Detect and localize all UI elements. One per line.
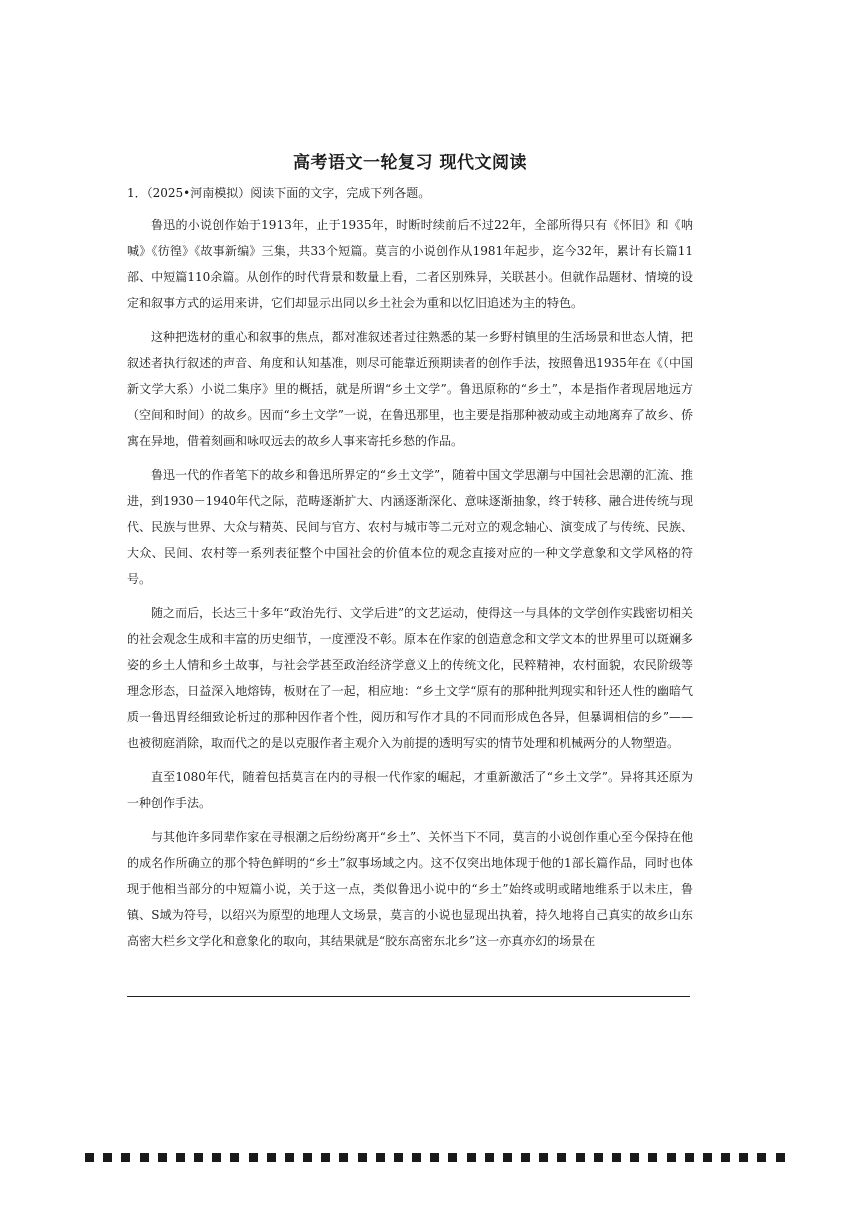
border-dot: [285, 1153, 294, 1162]
border-dot: [757, 1153, 766, 1162]
article-body: [127, 212, 693, 962]
border-dot: [539, 1153, 548, 1162]
border-dot: [612, 1153, 621, 1162]
border-dot: [321, 1153, 330, 1162]
border-dot: [140, 1153, 149, 1162]
border-dot: [212, 1153, 221, 1162]
border-dot: [557, 1153, 566, 1162]
border-dot: [121, 1153, 130, 1162]
border-dot: [721, 1153, 730, 1162]
border-dot: [339, 1153, 348, 1162]
border-dot: [158, 1153, 167, 1162]
document-title: 高考语文一轮复习 现代文阅读: [293, 153, 527, 173]
decorative-dot-border: [85, 1152, 785, 1162]
border-dot: [648, 1153, 657, 1162]
border-dot: [703, 1153, 712, 1162]
paragraph-2: 这种把选材的重心和叙事的焦点，都对准叙述者过往熟悉的某一乡野村镇里的生活场景和世态人情，把叙述者执行叙述的声音、角度和认知基准，则尽可能靠近预期读者的创作手法，按照鲁迅1935年在《（中国新文学大系）小说二集序》里的概括，就是所谓“乡土文学”。鲁迅原称的“乡土”，本是指作者现居地远方（空间和时间）的故乡。因而“乡土文学”一说，在鲁迅那里，也主要是指那种被动或主动地离弃了故乡、侨寓在异地，借着刻画和咏叹远去的故乡人事来寄托乡愁的作品。: [127, 330, 693, 448]
paragraph-6: 与其他许多同辈作家在寻根潮之后纷纷离开“乡土”、关怀当下不同，莫言的小说创作重心至今保持在他的成名作所确立的那个特色鲜明的“乡土”叙事场域之内。这不仅突出地体现于他的1部长篇作品，同时也体现于他相当部分的中短篇小说，关于这一点，类似鲁迅小说中的“乡土”始终或明或睹地维系于以未庄，鲁镇、S域为符号，以绍兴为原型的地理人文场景，莫言的小说也显现出执着，持久地将自己真实的故乡山东高密大栏乡文学化和意象化的取向，其结果就是“胶东高密东北乡”这一亦真亦幻的场景在: [127, 830, 693, 948]
border-dot: [430, 1153, 439, 1162]
border-dot: [249, 1153, 258, 1162]
border-dot: [685, 1153, 694, 1162]
border-dot: [630, 1153, 639, 1162]
border-dot: [303, 1153, 312, 1162]
border-dot: [103, 1153, 112, 1162]
paragraph-1: 鲁迅的小说创作始于1913年，止于1935年，时断时续前后不过22年，全部所得只有《怀旧》和《呐喊》《彷徨》《故事新编》三集，共33个短篇。莫言的小说创作从1981年起步，迄今32年，累计有长篇11部、中短篇110余篇。从创作的时代背景和数量上看，二者区别殊异，关联甚小。但就作品题材、情境的设定和叙事方式的运用来讲，它们却显示出同以乡土社会为重和以忆旧追述为主的特色。: [127, 218, 693, 310]
border-dot: [667, 1153, 676, 1162]
border-dot: [503, 1153, 512, 1162]
border-dot: [267, 1153, 276, 1162]
question-intro: 1．（2025•河南模拟）阅读下面的文字，完成下列各题。: [127, 186, 431, 200]
paragraph-4: 随之而后，长达三十多年“政治先行、文学后进”的文艺运动，使得这一与具体的文学创作实践密切相关的社会观念生成和丰富的历史细节，一度湮没不彰。原本在作家的创造意念和文学文本的世界里可以斑斓多姿的乡土人情和乡土故事，与社会学甚至政治经济学意义上的传统文化，民粹精神，农村面貌，农民阶级等理念形态，日益深入地熔铸，板财在了一起，相应地：“乡土文学“原有的那种批判现实和针还人性的幽暗气质一鲁迅胃经细致论析过的那种因作者个性，阅历和写作才具的不同而形成色各异，但暴调相信的乡”——也被彻庭消除，取而代之的是以克服作者主观介入为前提的透明写实的情节处理和机械两分的人物塑造。: [127, 606, 693, 750]
border-dot: [776, 1153, 785, 1162]
border-dot: [230, 1153, 239, 1162]
border-dot: [521, 1153, 530, 1162]
border-dot: [485, 1153, 494, 1162]
border-dot: [358, 1153, 367, 1162]
border-dot: [376, 1153, 385, 1162]
footer-divider: [127, 996, 690, 997]
paragraph-5: 直至1080年代，随着包括莫言在内的寻根一代作家的崛起，才重新激活了“乡土文学”。异将其还原为一种创作手法。: [127, 770, 693, 810]
border-dot: [412, 1153, 421, 1162]
border-dot: [85, 1153, 94, 1162]
border-dot: [394, 1153, 403, 1162]
border-dot: [576, 1153, 585, 1162]
border-dot: [176, 1153, 185, 1162]
border-dot: [194, 1153, 203, 1162]
paragraph-3: 鲁迅一代的作者笔下的故乡和鲁迅所界定的“乡土文学”，随着中国文学思潮与中国社会思潮的汇流、推进，到1930－1940年代之际，范畴逐渐扩大、内涵逐渐深化、意味逐渐抽象，终于转移、融合进传统与现代、民族与世界、大众与精英、民间与官方、农村与城市等二元对立的观念轴心、演变成了与传统、民族、大众、民间、农村等一系列表征整个中国社会的价值本位的观念直接对应的一种文学意象和文学风格的符号。: [127, 468, 693, 586]
border-dot: [467, 1153, 476, 1162]
border-dot: [594, 1153, 603, 1162]
border-dot: [739, 1153, 748, 1162]
border-dot: [448, 1153, 457, 1162]
